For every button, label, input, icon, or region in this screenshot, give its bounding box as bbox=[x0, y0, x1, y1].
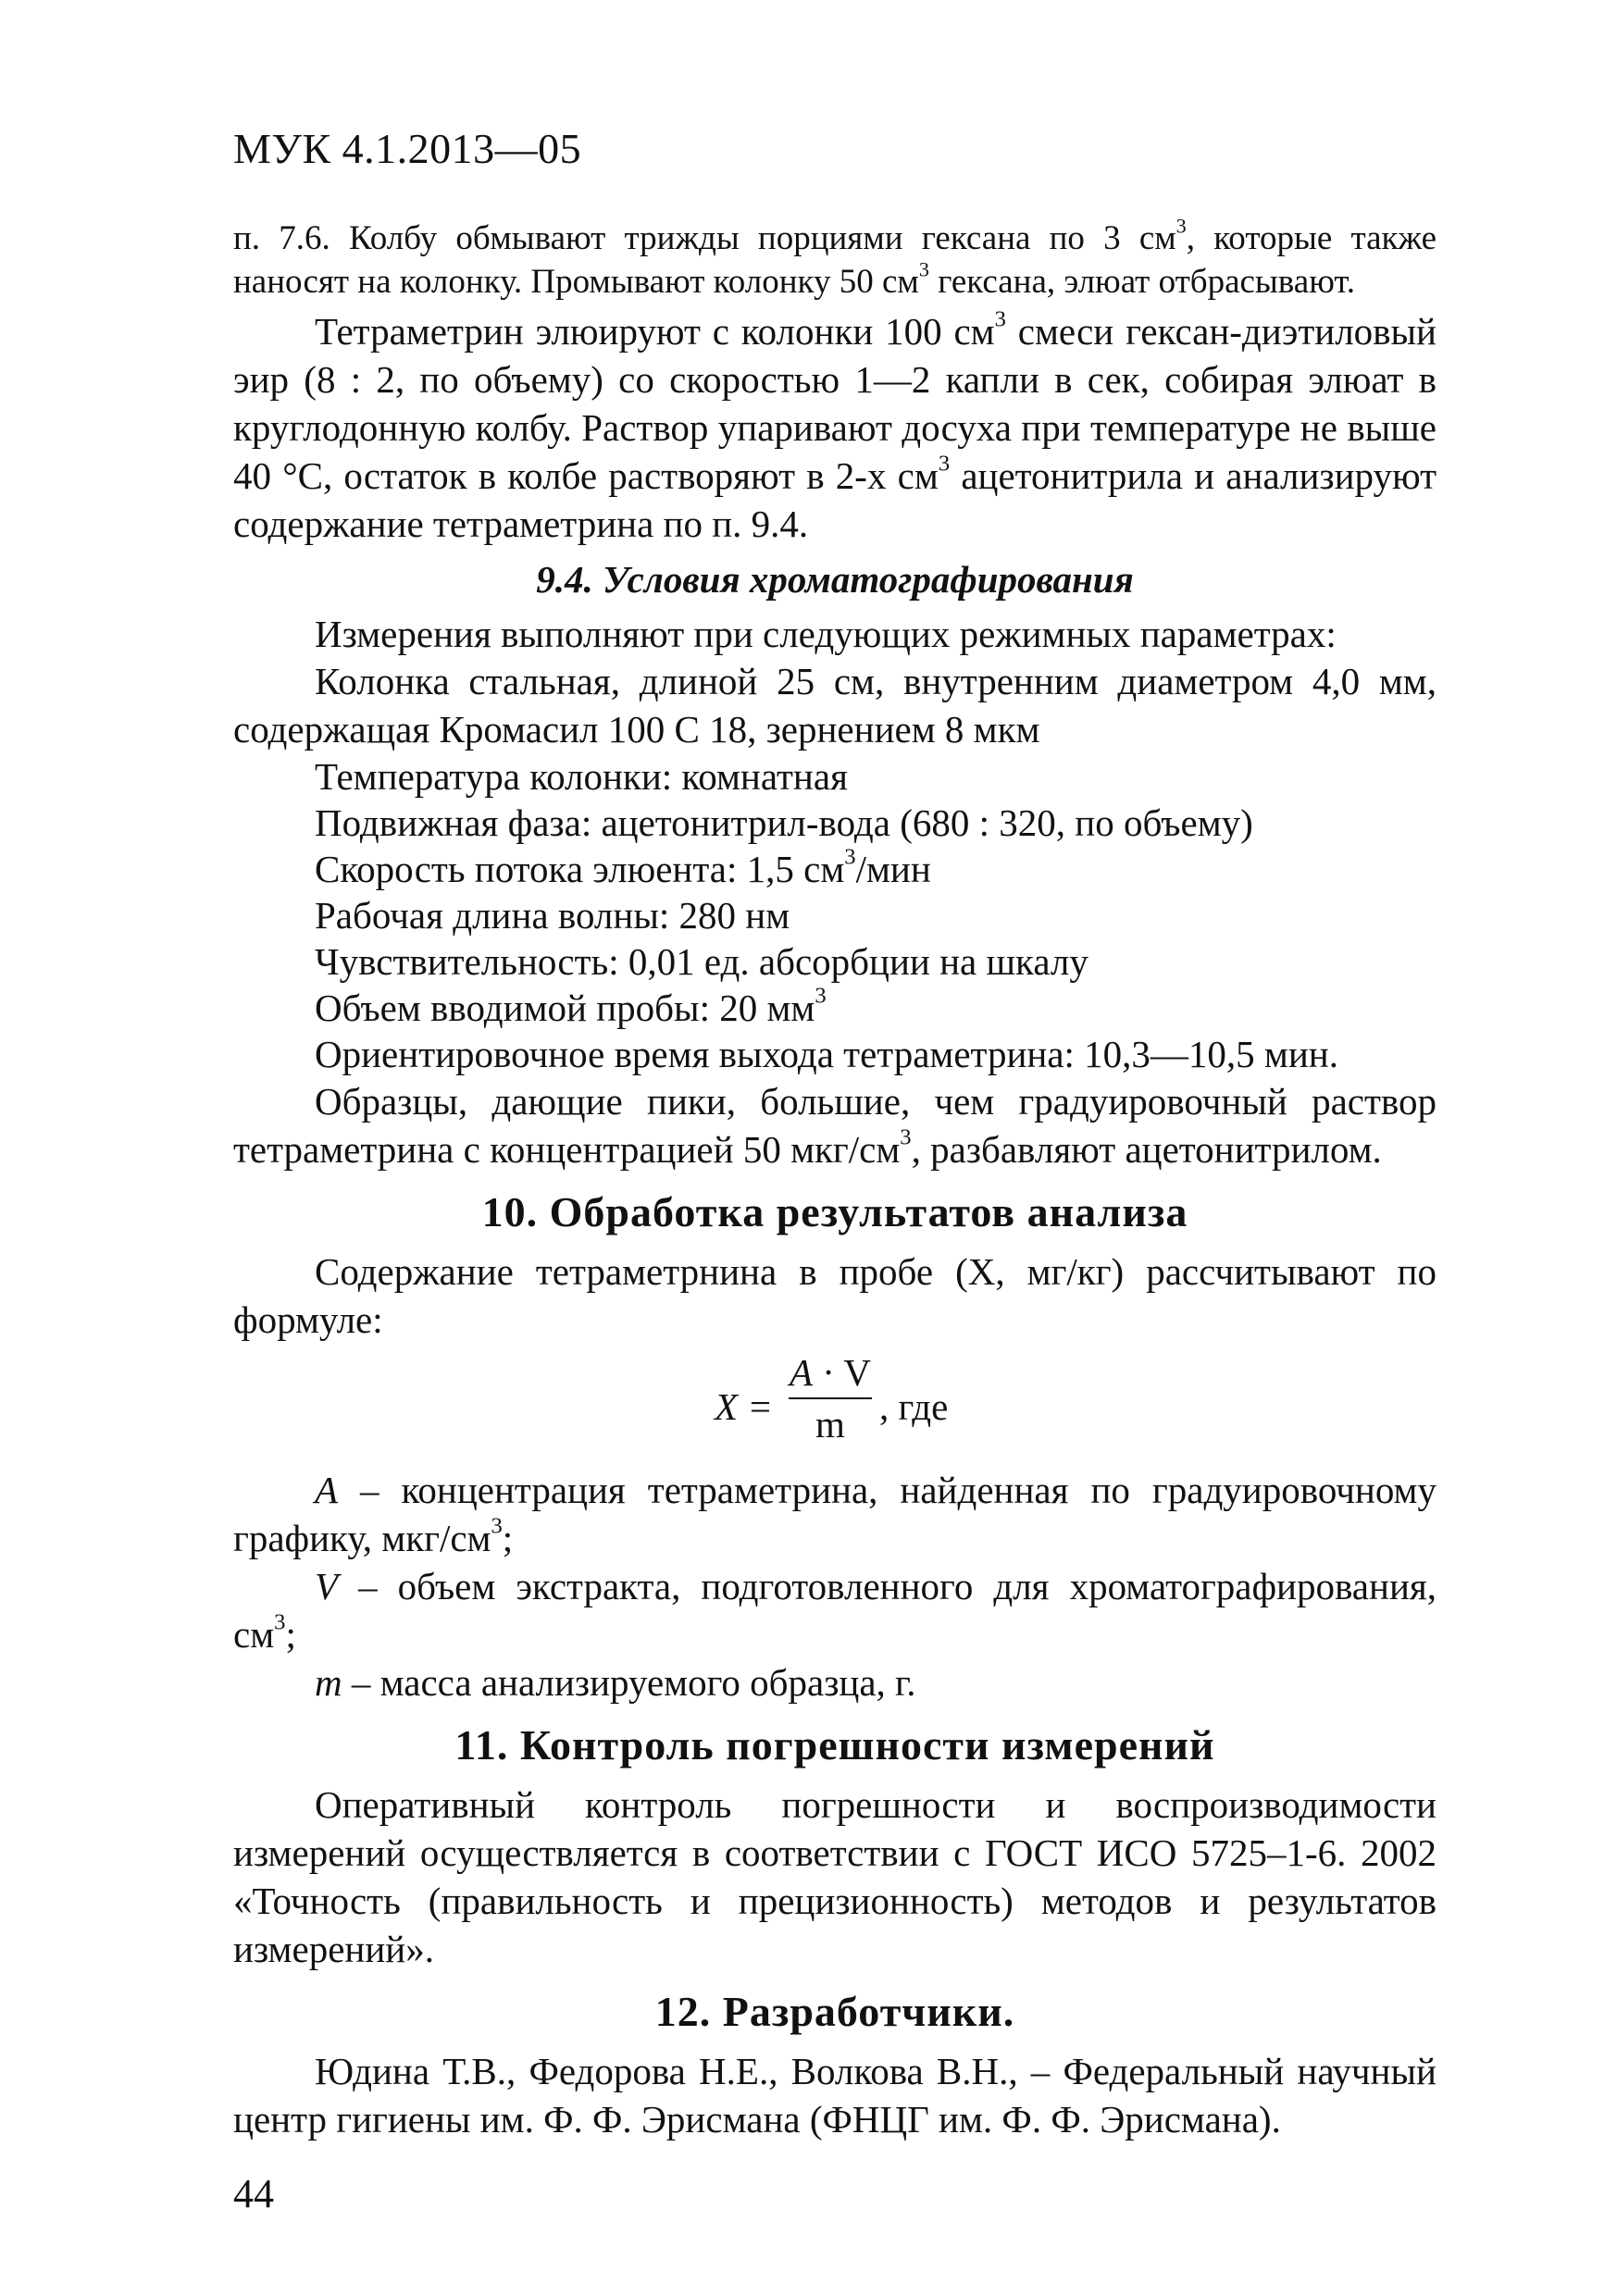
fraction-bar bbox=[789, 1397, 872, 1399]
paragraph-dilution: Образцы, дающие пики, большие, чем градуировочный раствор тетраметрина с концентрацией 50 мкг/$см^3$, разбавляют ацетонитрилом. bbox=[233, 1080, 1437, 1171]
section-heading-10: 10. Обработка результатов анализа bbox=[481, 1188, 1188, 1235]
variable-v-definition: V – объем экстракта, подготовленного для хроматографирования, $см^3$; bbox=[233, 1565, 1437, 1656]
conditions-intro: Измерения выполняют при следующих режимных параметрах: bbox=[315, 613, 1337, 655]
condition-retention-time: Ориентировочное время выхода тетраметрина: 10,3—10,5 мин. bbox=[315, 1033, 1338, 1075]
variable-m-definition: т – масса анализируемого образца, г. bbox=[315, 1661, 916, 1704]
formula-fraction bbox=[789, 1349, 872, 1447]
formula-denominator: m bbox=[815, 1403, 845, 1446]
document-body bbox=[233, 214, 1437, 2143]
paragraph-developers: Юдина Т.В., Федорова Н.Е., Волкова В.Н., – Федеральный научный центр гигиены им. Ф. Ф. Эрисмана (ФНЦГ им. Ф. Ф. Эрисмана). bbox=[233, 2050, 1437, 2141]
formula-lhs: X = bbox=[715, 1385, 773, 1428]
condition-sensitivity: Чувствительность: 0,01 ед. абсорбции на шкалу bbox=[315, 940, 1088, 983]
variable-a-definition: А – концентрация тетраметрина, найденная по градуировочному графику, мкг/$см^3$; bbox=[233, 1469, 1437, 1559]
condition-temperature: Температура колонки: комнатная bbox=[315, 755, 848, 798]
page-number: 44 bbox=[233, 2171, 274, 2216]
condition-wavelength: Рабочая длина волны: 280 нм bbox=[315, 894, 790, 937]
condition-injection-volume: Объем вводимой пробы: 20 $мм^3$ bbox=[315, 983, 827, 1029]
paragraph-elution: Тетраметрин элюируют с колонки 100 $см^3$ смеси гексан-диэтиловый эир (8 : 2, по объему) со скоростью 1—2 капли в сек, собирая элюат в круглодонную колбу. Раствор упаривают досуха при температуре не выше 40 °С, остаток в колбе растворяют в 2-х $см^3$ ацетонитрила и анализируют содержание тетраметрина по п. 9.4. bbox=[233, 306, 1437, 545]
condition-flow-rate: Скорость потока элюента: 1,5 $см^3$/мин bbox=[315, 844, 931, 890]
condition-column: Колонка стальная, длиной 25 см, внутренним диаметром 4,0 мм, содержащая Кромасил 100 С 18, зернением 8 мкм bbox=[233, 660, 1437, 751]
paragraph-calculation-intro: Содержание тетраметрнина в пробе (X, мг/кг) рассчитывают по формуле: bbox=[233, 1250, 1437, 1341]
subsection-heading-9-4: 9.4. Условия хроматографирования bbox=[536, 558, 1134, 601]
section-heading-11: 11. Контроль погрешности измерений bbox=[454, 1721, 1215, 1769]
calculation-formula bbox=[233, 1349, 1437, 1460]
condition-mobile-phase: Подвижная фаза: ацетонитрил-вода (680 : 320, по объему) bbox=[315, 801, 1253, 844]
document-code: МУК 4.1.2013—05 bbox=[233, 125, 582, 172]
paragraph-column-wash: п. 7.6. Колбу обмывают трижды порциями гексана по 3 $см^3$, которые также наносят на колонку. Промывают колонку 50 $см^3$ гексана, элюат отбрасывают. bbox=[233, 214, 1437, 301]
section-heading-12: 12. Разработчики. bbox=[654, 1988, 1015, 2035]
formula-numerator: A · V bbox=[789, 1351, 872, 1394]
formula-tail: , где bbox=[879, 1385, 949, 1428]
paragraph-error-control: Оперативный контроль погрешности и воспроизводимости измерений осуществляется в соответствии с ГОСТ ИСО 5725–1-6. 2002 «Точность (правильность и прецизионность) методов и результатов измерений». bbox=[233, 1783, 1437, 1970]
document-page bbox=[233, 120, 1437, 2216]
